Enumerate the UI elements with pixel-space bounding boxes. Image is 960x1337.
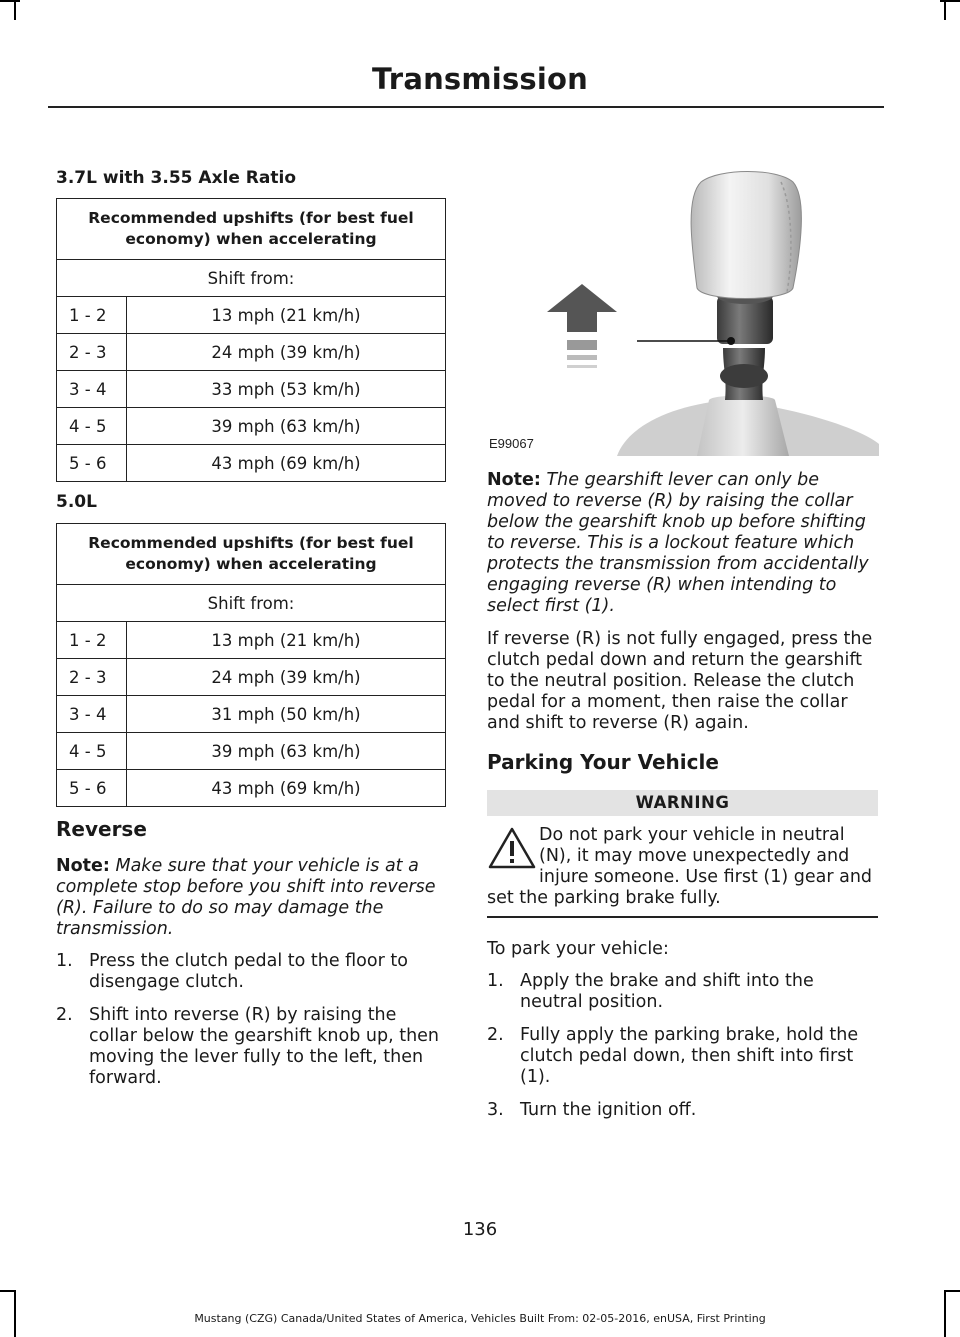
gearshift-figure xyxy=(487,168,879,456)
table-row xyxy=(57,408,446,445)
speed-cell: 24 mph (39 km/h) xyxy=(127,334,446,371)
step-text: Fully apply the parking brake, hold the clutch pedal down, then shift into first (1). xyxy=(520,1025,859,1087)
table-subheader: Shift from: xyxy=(57,585,446,622)
warning-body: Do not park your vehicle in neutral (N), it may move unexpectedly and injure someone. Use first (1) gear and set the parking brake fully. xyxy=(487,825,873,908)
page-title: Transmission xyxy=(372,62,588,96)
gear-cell: 1 - 2 xyxy=(57,622,127,659)
table-header: Recommended upshifts (for best fuel economy) when accelerating xyxy=(57,524,446,585)
list-item xyxy=(487,971,880,1013)
note-label: Note: xyxy=(487,470,541,490)
park-intro: To park your vehicle: xyxy=(487,939,669,959)
warning-divider xyxy=(487,916,878,918)
gear-cell: 2 - 3 xyxy=(57,334,127,371)
table-row xyxy=(57,445,446,482)
gear-cell: 1 - 2 xyxy=(57,297,127,334)
reverse-steps xyxy=(56,951,448,1101)
speed-cell: 13 mph (21 km/h) xyxy=(127,297,446,334)
step-number: 2. xyxy=(487,1025,504,1045)
list-item xyxy=(487,1100,880,1121)
gear-cell: 3 - 4 xyxy=(57,371,127,408)
table-header: Recommended upshifts (for best fuel economy) when accelerating xyxy=(57,199,446,260)
crop-mark xyxy=(0,0,20,2)
gearshift-note xyxy=(487,470,880,617)
parking-steps xyxy=(487,971,880,1133)
section-title-50l: 5.0L xyxy=(56,492,97,512)
gear-cell: 5 - 6 xyxy=(57,445,127,482)
table-row xyxy=(57,733,446,770)
table-row xyxy=(57,371,446,408)
crop-mark xyxy=(946,1290,960,1292)
page-footer: Mustang (CZG) Canada/United States of America, Vehicles Built From: 02-05-2016, enUSA, First Printing xyxy=(194,1312,766,1325)
table-row xyxy=(57,622,446,659)
step-text: Shift into reverse (R) by raising the collar below the gearshift knob up, then moving the lever fully to the left, then forward. xyxy=(89,1005,440,1088)
note-text: The gearshift lever can only be moved to reverse (R) by raising the collar below the gearshift knob up before shifting to reverse. This is a lockout feature which protects the transmission from accidentally engaging reverse (R) when intending to select first (1). xyxy=(487,470,869,616)
list-item xyxy=(56,951,448,993)
speed-cell: 43 mph (69 km/h) xyxy=(127,445,446,482)
page-number: 136 xyxy=(462,1219,498,1240)
gear-cell: 2 - 3 xyxy=(57,659,127,696)
crop-mark xyxy=(940,0,960,2)
step-number: 2. xyxy=(56,1005,73,1025)
section-title-37l: 3.7L with 3.55 Axle Ratio xyxy=(56,168,297,188)
warning-header: WARNING xyxy=(487,790,878,816)
upshift-table-50l xyxy=(56,523,446,807)
table-row xyxy=(57,696,446,733)
speed-cell: 39 mph (63 km/h) xyxy=(127,408,446,445)
parking-heading: Parking Your Vehicle xyxy=(487,750,719,774)
speed-cell: 43 mph (69 km/h) xyxy=(127,770,446,807)
step-text: Press the clutch pedal to the floor to disengage clutch. xyxy=(89,951,408,992)
crop-mark xyxy=(14,0,16,20)
table-row xyxy=(57,297,446,334)
step-number: 1. xyxy=(56,951,73,971)
table-row xyxy=(57,659,446,696)
step-number: 3. xyxy=(487,1100,504,1120)
step-text: Turn the ignition off. xyxy=(520,1100,697,1120)
reverse-note xyxy=(56,856,448,940)
reverse-engage-paragraph: If reverse (R) is not fully engaged, press the clutch pedal down and return the gearshift to the neutral position. Release the clutch pedal for a moment, then raise the collar and shift to reverse (R) again. xyxy=(487,629,873,733)
header-divider xyxy=(48,106,884,108)
speed-cell: 33 mph (53 km/h) xyxy=(127,371,446,408)
gear-cell: 4 - 5 xyxy=(57,733,127,770)
crop-mark xyxy=(944,0,946,20)
speed-cell: 39 mph (63 km/h) xyxy=(127,733,446,770)
list-item xyxy=(487,1025,880,1088)
warning-text xyxy=(487,825,880,909)
gear-cell: 3 - 4 xyxy=(57,696,127,733)
figure-id: E99067 xyxy=(489,436,534,451)
list-item xyxy=(56,1005,448,1089)
speed-cell: 13 mph (21 km/h) xyxy=(127,622,446,659)
upshift-table-37l xyxy=(56,198,446,482)
step-number: 1. xyxy=(487,971,504,991)
speed-cell: 31 mph (50 km/h) xyxy=(127,696,446,733)
table-subheader: Shift from: xyxy=(57,260,446,297)
step-text: Apply the brake and shift into the neutral position. xyxy=(520,971,814,1012)
table-row xyxy=(57,770,446,807)
gear-cell: 4 - 5 xyxy=(57,408,127,445)
gear-cell: 5 - 6 xyxy=(57,770,127,807)
note-label: Note: xyxy=(56,856,110,876)
speed-cell: 24 mph (39 km/h) xyxy=(127,659,446,696)
note-text: Make sure that your vehicle is at a complete stop before you shift into reverse (R). Failure to do so may damage the transmission. xyxy=(56,856,436,939)
reverse-heading: Reverse xyxy=(56,817,147,841)
table-row xyxy=(57,334,446,371)
crop-mark xyxy=(0,1290,14,1292)
gearshift-knob xyxy=(691,172,801,299)
